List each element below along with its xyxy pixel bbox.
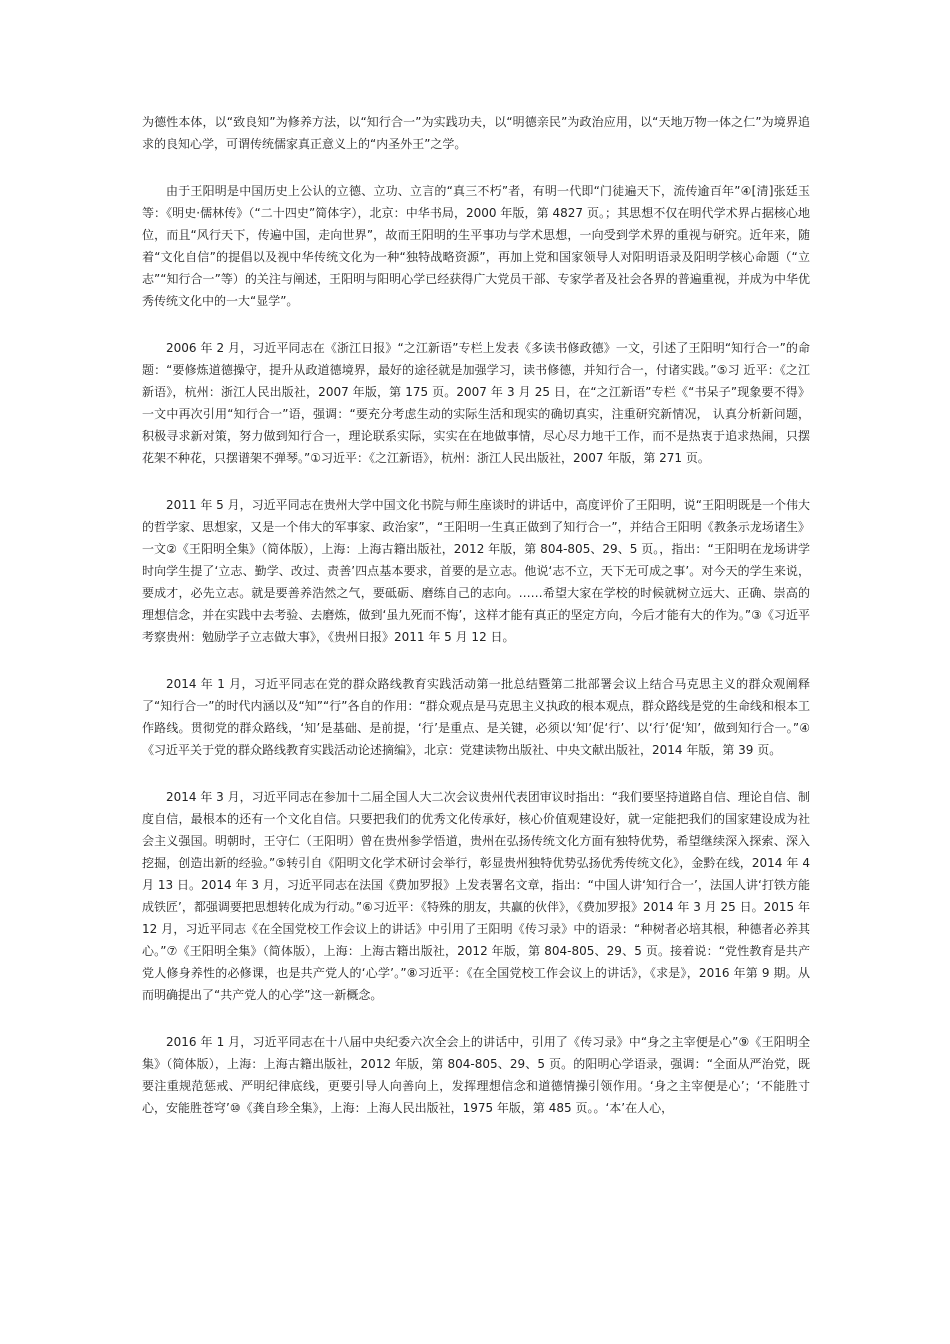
paragraph-4: 2011 年 5 月，习近平同志在贵州大学中国文化书院与师生座谈时的讲话中，高度评价了王阳明，说“王阳明既是一个伟大的哲学家、思想家，又是一个伟大的军事家、政治家”，“王阳明一生真正做到了知行合一”，并结合王阳明《教条示龙场诸生》一文②《王阳明全集》（简体版），上海：上海古籍出版社，2012 年版，第 804-805、29、5 页。，指出：“王阳明在龙场讲学时向学生提了‘立志、勤学、改过、责善’四点基本要求，首要的是立志。他说‘志不立，天下无可成之事’。对今天的学生来说，要成才，必先立志。就是要善养浩然之气，要砥砺、磨练自己的志向。……希望大家在学校的时候就树立远大、正确、崇高的理想信念，并在实践中去考验、去磨炼，做到‘虽九死而不悔’，这样才能有真正的坚定方向，今后才能有大的作为。”③《习近平考察贵州：勉励学子立志做大事》，《贵州日报》2011 年 5 月 12 日。: [142, 498, 810, 644]
paragraph-6: 2014 年 3 月，习近平同志在参加十二届全国人大二次会议贵州代表团审议时指出：“我们要坚持道路自信、理论自信、制度自信，最根本的还有一个文化自信。只要把我们的优秀文化传承好，核心价值观建设好，就一定能把我们的国家建设成为社会主义强国。明朝时，王守仁（王阳明）曾在贵州参学悟道，贵州在弘扬传统文化方面有独特优势，希望继续深入探索、深入挖掘，创造出新的经验。”⑤转引自《阳明文化学术研讨会举行，彰显贵州独特优势弘扬优秀传统文化》，金黔在线，2014 年 4 月 13 日。2014 年 3 月，习近平同志在法国《费加罗报》上发表署名文章，指出：“中国人讲‘知行合一’，法国人讲‘打铁方能成铁匠’，都强调要把思想转化成为行动。”⑥习近平：《特殊的朋友，共赢的伙伴》，《费加罗报》2014 年 3 月 25 日。2015 年 12 月，习近平同志《在全国党校工作会议上的讲话》中引用了王阳明《传习录》中的语录：“种树者必培其根，种德者必养其心。”⑦《王阳明全集》（简体版），上海：上海古籍出版社，2012 年版，第 804-805、29、5 页。接着说：“党性教育是共产党人修身养性的必修课，也是共产党人的‘心学’。”⑧习近平：《在全国党校工作会议上的讲话》，《求是》，2016 年第 9 期。从而明确提出了“共产党人的心学”这一新概念。: [142, 790, 810, 1002]
paragraph-1: 为德性本体，以“致良知”为修养方法，以“知行合一”为实践功夫，以“明德亲民”为政治应用，以“天地万物一体之仁”为境界追求的良知心学，可谓传统儒家真正意义上的“内圣外王”之学。: [142, 115, 810, 151]
document-body: [142, 111, 810, 1144]
paragraph-3: 2006 年 2 月，习近平同志在《浙江日报》“之江新语”专栏上发表《多读书修政德》一文，引述了王阳明“知行合一”的命题：“要修炼道德操守，提升从政道德境界，最好的途径就是加强学习，读书修德，并知行合一，付诸实践。”⑤习 近平：《之江新语》，杭州：浙江人民出版社，2007 年版，第 175 页。2007 年 3 月 25 日，在“之江新语”专栏《“书呆子”现象要不得》一文中再次引用“知行合一”语，强调：“要充分考虑生动的实际生活和现实的确切真实，注重研究新情况， 认真分析新问题，积极寻求新对策，努力做到知行合一，理论联系实际，实实在在地做事情，尽心尽力地干工作，而不是热衷于追求热闹，只摆花架不种花，只摆谱架不弹琴。”①习近平：《之江新语》，杭州：浙江人民出版社，2007 年版，第 271 页。: [142, 341, 810, 465]
paragraph-7: 2016 年 1 月，习近平同志在十八届中央纪委六次全会上的讲话中，引用了《传习录》中“身之主宰便是心”⑨《王阳明全集》（简体版），上海：上海古籍出版社，2012 年版，第 804-805、29、5 页。的阳明心学语录，强调：“全面从严治党，既要注重规范惩戒、严明纪律底线，更要引导人向善向上，发挥理想信念和道德情操引领作用。‘身之主宰便是心’；‘不能胜寸心，安能胜苍穹’⑩《龚自珍全集》，上海：上海人民出版社，1975 年版，第 485 页。。‘本’在人心，: [142, 1035, 810, 1115]
paragraph-2: 由于王阳明是中国历史上公认的立德、立功、立言的“真三不朽”者，有明一代即“门徒遍天下，流传逾百年”④[清]张廷玉等：《明史·儒林传》（“二十四史”简体字），北京：中华书局，2000 年版，第 4827 页。；其思想不仅在明代学术界占据核心地位，而且“风行天下，传遍中国，走向世界”，故而王阳明的生平事功与学术思想，一向受到学术界的重视与研究。近年来，随着“文化自信”的提倡以及视中华传统文化为一种“独特战略资源”，再加上党和国家领导人对阳明语录及阳明学核心命题（“立志”“知行合一”等）的关注与阐述，王阳明与阳明心学已经获得广大党员干部、专家学者及社会各界的普遍重视，并成为中华优秀传统文化中的一大“显学”。: [142, 184, 810, 308]
paragraph-5: 2014 年 1 月，习近平同志在党的群众路线教育实践活动第一批总结暨第二批部署会议上结合马克思主义的群众观阐释了“知行合一”的时代内涵以及“知”“行”各自的作用：“群众观点是马克思主义执政的根本观点，群众路线是党的生命线和根本工作路线。贯彻党的群众路线，‘知’是基础、是前提，‘行’是重点、是关键，必须以‘知’促‘行’、以‘行’促‘知’，做到知行合一。”④《习近平关于党的群众路线教育实践活动论述摘编》，北京：党建读物出版社、中央文献出版社，2014 年版，第 39 页。: [142, 677, 810, 757]
